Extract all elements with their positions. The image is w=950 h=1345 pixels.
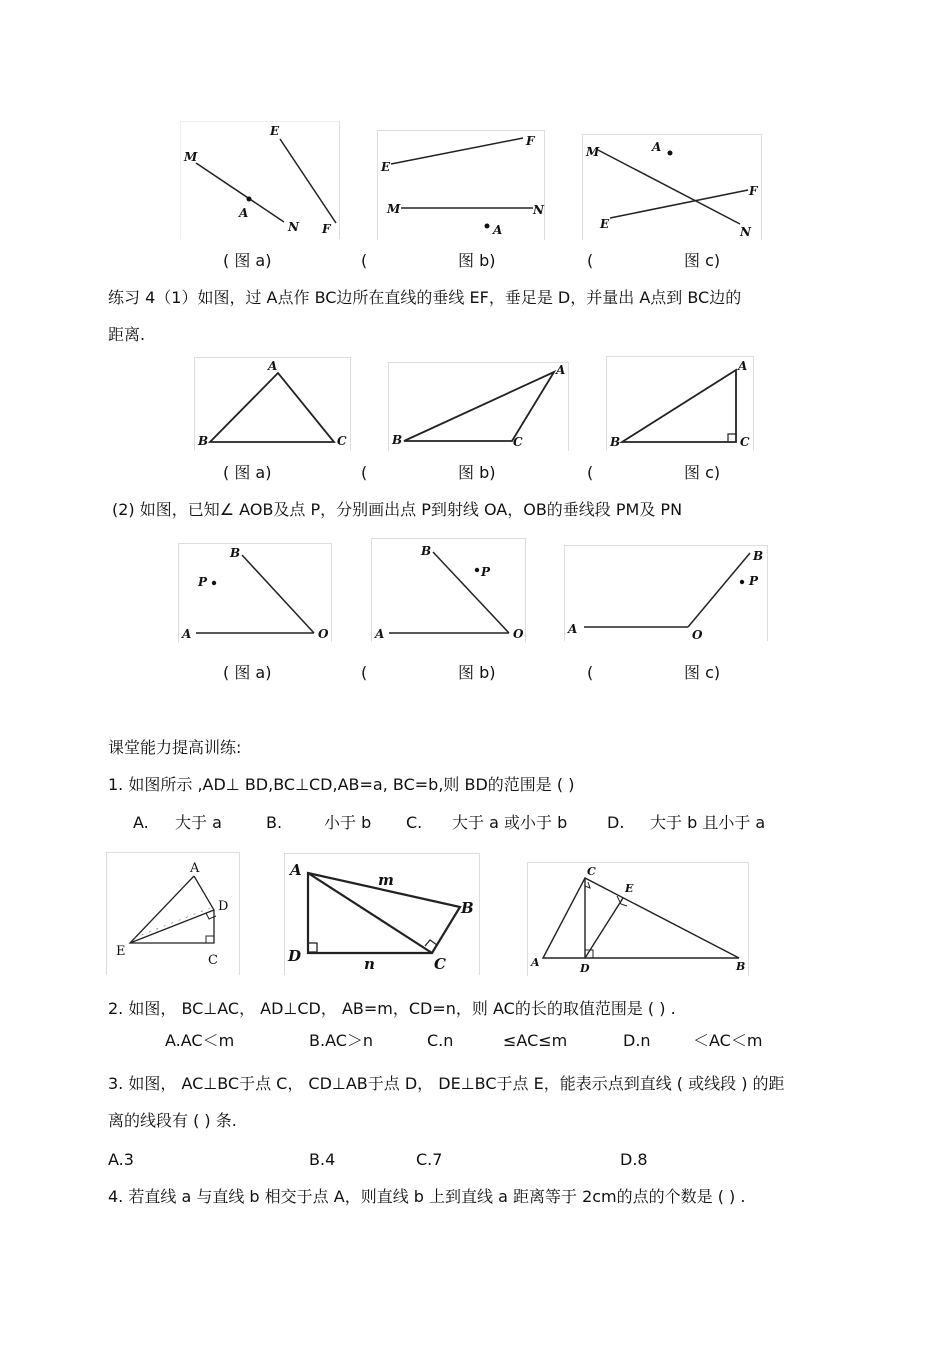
q2-option-c-part1: C.n: [427, 1031, 454, 1050]
vertex-c: C: [337, 434, 347, 448]
vertex-c: C: [740, 435, 750, 449]
label-o: O: [692, 628, 703, 641]
figure-1c-lines-mn-ef: [582, 134, 762, 240]
q2-option-a: A.AC＜m: [165, 1031, 235, 1050]
vertex-d: D: [218, 899, 229, 914]
caption-fig-a: ( 图 a): [223, 663, 272, 682]
label-a: A: [375, 627, 385, 641]
caption-fig-b: 图 b): [458, 251, 496, 270]
question-3-line-1: 3. 如图， AC⊥BC于点 C， CD⊥AB于点 D， DE⊥BC于点 E，能表示点到直线 ( 或线段 ) 的距: [108, 1074, 785, 1093]
label-e: E: [381, 160, 391, 174]
label-o: O: [513, 627, 524, 641]
label-a: A: [239, 206, 249, 220]
caption-paren: (: [361, 251, 368, 270]
caption-fig-c: 图 c): [684, 251, 721, 270]
figure-2c-right-triangle: [606, 356, 754, 450]
vertex-d: D: [580, 962, 590, 975]
label-p: P: [198, 575, 208, 589]
vertex-b: B: [198, 434, 209, 448]
vertex-b: B: [461, 899, 474, 917]
q1-option-c-text: 大于 a 或小于 b: [452, 813, 568, 832]
label-f: F: [322, 222, 331, 236]
question-3-line-2: 离的线段有 ( ) 条.: [108, 1111, 237, 1130]
caption-paren: (: [587, 463, 594, 482]
caption-fig-a: ( 图 a): [223, 251, 272, 270]
label-b: B: [230, 546, 241, 560]
figure-1a-lines-mn-ef: [180, 121, 340, 239]
side-m: m: [378, 871, 394, 889]
label-m: M: [387, 202, 401, 216]
figure-2b-obtuse-triangle: [388, 362, 569, 451]
figure-q3-right-triangle-perpendiculars: [527, 862, 749, 976]
q1-option-d-letter: D.: [607, 813, 625, 832]
vertex-b: E: [116, 944, 126, 959]
q3-option-a: A.3: [108, 1150, 134, 1169]
caption-paren: (: [361, 463, 368, 482]
q2-option-d-part2: ＜AC＜m: [693, 1031, 763, 1050]
label-a: A: [568, 622, 578, 636]
caption-paren: (: [587, 663, 594, 682]
question-4: 4. 若直线 a 与直线 b 相交于点 A，则直线 b 上到直线 a 距离等于 2cm的点的个数是 ( ) .: [108, 1187, 746, 1206]
figure-q1-right-triangles: [106, 852, 240, 975]
question-2: 2. 如图， BC⊥AC， AD⊥CD， AB=m，CD=n，则 AC的长的取值范围是 ( ) .: [108, 999, 676, 1018]
exercise-4-line-2: 距离.: [108, 325, 146, 344]
label-a: A: [182, 627, 192, 641]
figure-3b-angle-aob: [371, 538, 526, 642]
label-f: F: [526, 134, 535, 148]
q1-option-c-letter: C.: [406, 813, 423, 832]
label-a: A: [493, 223, 503, 237]
label-m: M: [184, 150, 198, 164]
label-e: E: [600, 217, 610, 231]
caption-fig-c: 图 c): [684, 463, 721, 482]
vertex-d: D: [288, 947, 302, 965]
vertex-a: A: [268, 359, 278, 373]
section-title: 课堂能力提高训练:: [108, 738, 242, 757]
side-n: n: [364, 955, 375, 973]
exercise-4-part-2: (2) 如图，已知∠ AOB及点 P，分别画出点 P到射线 OA，OB的垂线段 PM及 PN: [112, 500, 683, 519]
label-b: B: [753, 549, 764, 563]
vertex-b: B: [392, 433, 403, 447]
q1-option-b-letter: B.: [266, 813, 283, 832]
vertex-a: A: [531, 956, 540, 969]
vertex-b: B: [736, 960, 746, 973]
figure-q2-quadrilateral: [284, 853, 480, 975]
label-p: P: [481, 565, 491, 579]
label-b: B: [421, 544, 432, 558]
vertex-a: A: [556, 363, 566, 377]
figure-3a-angle-aob: [178, 543, 332, 642]
q2-option-c-part2: ≤AC≤m: [503, 1031, 568, 1050]
caption-paren: (: [587, 251, 594, 270]
caption-fig-c: 图 c): [684, 663, 721, 682]
caption-fig-b: 图 b): [458, 463, 496, 482]
vertex-b: B: [610, 435, 621, 449]
vertex-e: E: [625, 882, 634, 895]
vertex-c: C: [208, 953, 218, 968]
vertex-c: C: [587, 865, 596, 878]
vertex-c: C: [513, 435, 523, 449]
label-a: A: [652, 140, 662, 154]
exercise-4-line-1: 练习 4（1）如图，过 A点作 BC边所在直线的垂线 EF，垂足是 D，并量出 A点到 BC边的: [108, 288, 742, 307]
caption-paren: (: [361, 663, 368, 682]
q1-option-b-text: 小于 b: [324, 813, 372, 832]
q3-option-b: B.4: [309, 1150, 336, 1169]
label-m: M: [586, 145, 600, 159]
q3-option-d: D.8: [620, 1150, 648, 1169]
q1-option-a-letter: A.: [133, 813, 149, 832]
label-n: N: [288, 220, 299, 234]
caption-fig-b: 图 b): [458, 663, 496, 682]
question-1: 1. 如图所示 ,AD⊥ BD,BC⊥CD,AB=a, BC=b,则 BD的范围是 ( ): [108, 775, 575, 794]
vertex-c: C: [434, 955, 446, 973]
label-f: F: [749, 184, 758, 198]
caption-fig-a: ( 图 a): [223, 463, 272, 482]
label-e: E: [270, 124, 280, 138]
vertex-a: A: [290, 861, 302, 879]
q1-option-a-text: 大于 a: [175, 813, 222, 832]
label-p: P: [749, 574, 759, 588]
q2-option-b: B.AC＞n: [309, 1031, 374, 1050]
label-n: N: [533, 203, 544, 217]
figure-2a-triangle: [194, 357, 351, 450]
label-n: N: [740, 225, 751, 239]
figure-3c-obtuse-angle-aob: [564, 545, 768, 641]
q1-option-d-text: 大于 b 且小于 a: [650, 813, 766, 832]
figure-1b-lines-ef-mn: [377, 130, 545, 240]
q2-option-d-part1: D.n: [623, 1031, 651, 1050]
q3-option-c: C.7: [416, 1150, 443, 1169]
vertex-a: A: [738, 359, 748, 373]
vertex-a: A: [190, 861, 200, 876]
label-o: O: [318, 627, 329, 641]
